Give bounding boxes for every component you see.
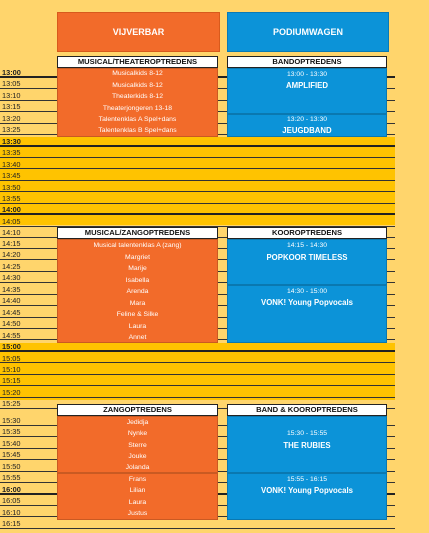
time-label: 15:25 — [2, 399, 21, 409]
time-label: 15:35 — [2, 427, 21, 437]
time-label: 13:35 — [2, 148, 21, 158]
time-row — [0, 354, 395, 364]
act-name: VONK! Young Popvocals — [261, 486, 353, 495]
act-time: 15:30 - 15:55 — [286, 430, 328, 437]
section3-right-block1 — [227, 416, 387, 473]
section1-left-block — [57, 68, 218, 137]
act-name: VONK! Young Popvocals — [261, 298, 353, 307]
time-label: 13:50 — [2, 182, 21, 192]
act: Margriet — [125, 254, 150, 261]
time-label: 15:15 — [2, 376, 21, 386]
act: Feline & Silke — [116, 311, 159, 318]
time-row — [0, 217, 395, 227]
act: Jolanda — [125, 464, 150, 471]
time-label: 15:50 — [2, 461, 21, 471]
act: Musical talentenklas A (zang) — [93, 242, 182, 249]
time-label: 14:10 — [2, 228, 21, 238]
act: Theaterjongeren 13-18 — [102, 105, 173, 112]
section1-left-title: MUSICAL/THEATEROPTREDENS — [57, 56, 218, 68]
time-label: 13:30 — [2, 136, 21, 146]
time-label: 14:05 — [2, 216, 21, 226]
header-vijverbar: VIJVERBAR — [57, 12, 220, 52]
act: Mara — [129, 300, 146, 307]
time-label: 14:30 — [2, 273, 21, 283]
time-label: 15:55 — [2, 473, 21, 483]
time-label: 14:55 — [2, 330, 21, 340]
time-label: 15:20 — [2, 387, 21, 397]
act-name: AMPLIFIED — [285, 81, 328, 90]
time-label: 14:20 — [2, 250, 21, 260]
time-label: 14:35 — [2, 284, 21, 294]
section2-right-block2 — [227, 285, 387, 343]
time-row — [0, 148, 395, 158]
act: Talentenklas A Spel+dans — [98, 116, 177, 123]
act: Jouke — [128, 453, 147, 460]
time-label: 13:55 — [2, 193, 21, 203]
time-label: 13:10 — [2, 90, 21, 100]
header-podiumwagen: PODIUMWAGEN — [227, 12, 389, 52]
time-row — [0, 171, 395, 181]
act: Arenda — [126, 288, 149, 295]
act: Musicalkids 8-12 — [112, 82, 163, 89]
section2-left-title: MUSICAL/ZANGOPTREDENS — [57, 227, 218, 239]
act-name: POPKOOR TIMELESS — [266, 253, 348, 262]
section1-right-title: BANDOPTREDENS — [227, 56, 387, 68]
time-label: 15:45 — [2, 450, 21, 460]
time-label: 16:15 — [2, 519, 21, 529]
act-time: 13:20 - 13:30 — [286, 116, 328, 123]
act: Marije — [128, 265, 147, 272]
act: Nynke — [127, 430, 148, 437]
section1-right-block2 — [227, 114, 387, 137]
act: Isabella — [125, 277, 150, 284]
section3-right-block2 — [227, 473, 387, 520]
time-label: 16:10 — [2, 507, 21, 517]
time-label: 14:40 — [2, 296, 21, 306]
act-time: 15:55 - 16:15 — [286, 476, 328, 483]
time-label: 14:00 — [2, 205, 21, 215]
time-label: 13:00 — [2, 68, 21, 77]
act-name: THE RUBIES — [283, 441, 331, 450]
act: Jedidja — [126, 419, 149, 426]
time-row — [0, 194, 395, 204]
time-row — [0, 205, 395, 215]
act-time: 13:00 - 13:30 — [286, 71, 328, 78]
time-label: 15:05 — [2, 353, 21, 363]
section3-left-block2 — [57, 473, 218, 520]
act: Musicalkids 8-12 — [112, 70, 163, 77]
time-label: 13:15 — [2, 102, 21, 112]
act: Theaterkids 8-12 — [111, 93, 163, 100]
time-row — [0, 365, 395, 375]
time-row — [0, 137, 395, 147]
act-time: 14:15 - 14:30 — [286, 242, 328, 249]
time-label: 14:50 — [2, 319, 21, 329]
time-label: 16:00 — [2, 484, 21, 494]
act: Justus — [127, 510, 148, 517]
time-label: 13:25 — [2, 125, 21, 135]
time-label: 13:40 — [2, 159, 21, 169]
act: Laura — [128, 323, 147, 330]
section2-left-block — [57, 239, 218, 343]
act: Sterre — [128, 442, 147, 449]
time-row — [0, 160, 395, 170]
time-row — [0, 388, 395, 398]
act: Lilian — [129, 487, 146, 494]
act-name: JEUGDBAND — [282, 126, 332, 135]
time-row — [0, 342, 395, 352]
time-row — [0, 519, 395, 529]
time-label: 14:15 — [2, 239, 21, 248]
time-label: 13:20 — [2, 113, 21, 123]
time-label: 13:05 — [2, 79, 21, 89]
time-label: 15:30 — [2, 416, 21, 425]
time-label: 16:05 — [2, 496, 21, 506]
time-label: 15:00 — [2, 342, 21, 352]
time-row — [0, 376, 395, 386]
time-label: 14:45 — [2, 307, 21, 317]
section3-left-block1 — [57, 416, 218, 473]
act: Annet — [128, 334, 147, 341]
act: Talentenklas B Spel+dans — [98, 127, 177, 134]
section2-right-title: KOOROPTREDENS — [227, 227, 387, 239]
section1-right-block1 — [227, 68, 387, 114]
act: Frans — [128, 476, 147, 483]
section3-left-title: ZANGOPTREDENS — [57, 404, 218, 416]
section2-right-block1 — [227, 239, 387, 285]
time-label: 15:40 — [2, 438, 21, 448]
act-time: 14:30 - 15:00 — [286, 288, 328, 295]
time-row — [0, 183, 395, 193]
section3-right-title: BAND & KOOROPTREDENS — [227, 404, 387, 416]
time-label: 13:45 — [2, 171, 21, 181]
act: Laura — [128, 499, 147, 506]
time-label: 14:25 — [2, 261, 21, 271]
time-label: 15:10 — [2, 364, 21, 374]
